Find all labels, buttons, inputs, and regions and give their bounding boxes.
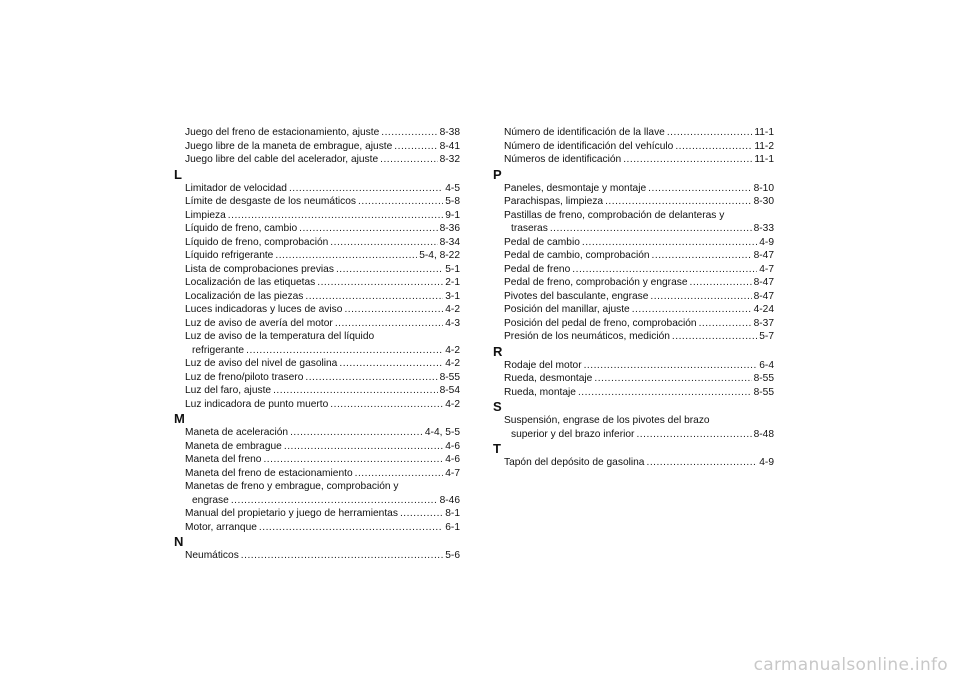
index-entry-page: 8-37 xyxy=(753,317,774,329)
index-entry-text: Limpieza xyxy=(185,209,226,221)
dot-leader xyxy=(358,195,443,209)
index-entry-page: 8-46 xyxy=(439,494,460,506)
dot-leader xyxy=(275,249,417,263)
index-entry-page: 5-6 xyxy=(445,550,460,561)
index-entry-text: Número de identificación del vehículo xyxy=(504,140,674,152)
index-entry-page: 4-7 xyxy=(759,263,774,275)
index-entry-page: 4-3 xyxy=(445,317,460,329)
watermark: carmanualsonline.info xyxy=(753,655,948,675)
index-letter-heading: L xyxy=(174,166,182,182)
index-entry-text: Pedal de cambio xyxy=(504,236,580,248)
index-entry xyxy=(174,303,460,317)
index-entry-page: 8-32 xyxy=(439,154,460,165)
dot-leader xyxy=(330,236,437,250)
index-entry xyxy=(174,480,460,507)
dot-leader xyxy=(582,236,757,250)
index-letter-heading: N xyxy=(174,534,184,549)
index-entry xyxy=(493,249,774,263)
index-entry-text: Juego libre del cable del acelerador, ajuste xyxy=(185,154,379,165)
index-entry-page: 4-9 xyxy=(759,457,774,468)
dot-leader xyxy=(572,263,757,277)
index-entry-page: 8-10 xyxy=(753,182,774,194)
index-entry-text: Pedal de cambio, comprobación xyxy=(504,250,650,261)
index-entry xyxy=(493,182,774,196)
index-entry-page: 8-54 xyxy=(439,385,460,396)
index-entry-text: Límite de desgaste de los neumáticos xyxy=(185,196,357,207)
index-entry xyxy=(174,153,460,167)
index-entry-text-continued: superior y del brazo inferior xyxy=(511,428,635,440)
index-entry-page: 8-1 xyxy=(445,508,460,519)
index-entry-page: 8-36 xyxy=(439,223,460,234)
index-entry-page: 8-48 xyxy=(753,428,774,440)
index-entry-page: 4-6 xyxy=(445,440,460,452)
dot-leader xyxy=(335,317,443,331)
index-entry-page: 4-9 xyxy=(759,236,774,248)
dot-leader xyxy=(675,140,752,154)
index-letter-heading: R xyxy=(493,343,503,359)
dot-leader xyxy=(284,440,443,454)
index-entry-text-continued: engrase xyxy=(192,494,229,506)
index-entry-text: Juego libre de la maneta de embrague, ajuste xyxy=(185,140,393,152)
index-entry-text: Maneta de embrague xyxy=(185,440,282,452)
index-letter-heading: S xyxy=(493,399,502,414)
index-entry xyxy=(174,371,460,385)
index-entry-text: Luz del faro, ajuste xyxy=(185,385,272,396)
index-entry-page: 4-6 xyxy=(445,454,460,465)
index-entry xyxy=(174,357,460,371)
dot-leader xyxy=(623,153,752,167)
dot-leader xyxy=(336,263,443,277)
index-entry-text: Pedal de freno xyxy=(504,263,571,275)
index-entry-page: 8-47 xyxy=(753,250,774,261)
index-entry xyxy=(493,359,774,373)
index-letter-heading: T xyxy=(493,441,501,456)
index-entry-text: Pivotes del basculante, engrase xyxy=(504,290,649,302)
index-entry xyxy=(174,222,460,236)
index-entry xyxy=(174,384,460,398)
index-entry xyxy=(174,236,460,250)
index-entry-page: 4-2 xyxy=(445,344,460,356)
index-entry xyxy=(174,317,460,331)
dot-leader xyxy=(667,126,753,140)
index-entry-text: Pastillas de freno, comprobación de delanteras y xyxy=(504,209,725,221)
index-entry xyxy=(493,303,774,317)
dot-leader xyxy=(263,453,443,467)
index-entry xyxy=(174,249,460,263)
index-entry-text: Limitador de velocidad xyxy=(185,182,287,194)
index-entry xyxy=(493,263,774,277)
index-entry xyxy=(493,456,774,470)
index-entry-text-continued: traseras xyxy=(511,223,548,234)
index-entry xyxy=(174,182,460,196)
index-entry-page: 8-55 xyxy=(753,373,774,384)
index-entry-page: 4-5 xyxy=(445,182,460,194)
index-entry-text: Posición del manillar, ajuste xyxy=(504,304,630,315)
index-entry xyxy=(174,330,460,357)
dot-leader xyxy=(259,521,443,535)
dot-leader xyxy=(241,549,443,563)
index-entry-page: 6-4 xyxy=(759,359,774,371)
dot-leader xyxy=(339,357,443,371)
dot-leader xyxy=(228,209,443,223)
index-entry-text: Maneta del freno xyxy=(185,454,262,465)
index-entry-text: Líquido de freno, cambio xyxy=(185,223,298,234)
index-entry xyxy=(174,290,460,304)
index-entry xyxy=(174,426,460,440)
index-entry-page: 8-47 xyxy=(753,290,774,302)
dot-leader xyxy=(317,276,443,290)
index-entry-text: Números de identificación xyxy=(504,154,622,165)
dot-leader xyxy=(648,182,751,196)
index-entry-text: Número de identificación de la llave xyxy=(504,127,665,138)
index-entry-page: 2-1 xyxy=(445,277,460,288)
dot-leader xyxy=(699,317,752,331)
dot-leader xyxy=(330,398,443,412)
dot-leader xyxy=(646,456,757,470)
index-entry-page: 8-47 xyxy=(753,277,774,288)
index-entry-text-continued: refrigerante xyxy=(192,344,245,356)
index-entry xyxy=(174,195,460,209)
index-entry-page: 8-41 xyxy=(439,140,460,152)
index-entry-text: Localización de las etiquetas xyxy=(185,277,316,288)
index-entry-text: Luz de freno/piloto trasero xyxy=(185,371,304,383)
index-entry xyxy=(174,398,460,412)
index-entry xyxy=(493,236,774,250)
index-entry-page: 4-7 xyxy=(445,467,460,479)
index-entry xyxy=(174,507,460,521)
index-entry xyxy=(174,453,460,467)
index-entry-text: Líquido de freno, comprobación xyxy=(185,236,329,248)
index-entry-text: Líquido refrigerante xyxy=(185,250,274,261)
index-entry-page: 8-33 xyxy=(753,223,774,234)
index-entry-text: Rueda, desmontaje xyxy=(504,373,593,384)
index-entry-text: Maneta de aceleración xyxy=(185,427,289,438)
index-entry xyxy=(174,467,460,481)
dot-leader xyxy=(584,359,758,373)
index-entry-text: Paneles, desmontaje y montaje xyxy=(504,182,647,194)
index-entry xyxy=(493,209,774,236)
dot-leader xyxy=(578,386,752,400)
index-entry-text: Rodaje del motor xyxy=(504,359,582,371)
index-entry-page: 8-34 xyxy=(439,236,460,248)
index-entry-text: Juego del freno de estacionamiento, ajuste xyxy=(185,127,380,138)
index-column-right xyxy=(493,126,774,470)
index-entry xyxy=(493,276,774,290)
index-entry-text: Posición del pedal de freno, comprobación xyxy=(504,317,697,329)
index-entry-text: Manetas de freno y embrague, comprobación y xyxy=(185,481,399,492)
index-entry xyxy=(174,140,460,154)
index-entry-text: Tapón del depósito de gasolina xyxy=(504,457,645,468)
dot-leader xyxy=(690,276,752,290)
index-entry-page: 4-24 xyxy=(753,304,774,315)
index-entry xyxy=(493,290,774,304)
index-entry-page: 6-1 xyxy=(445,521,460,533)
index-entry-text: Presión de los neumáticos, medición xyxy=(504,331,670,342)
index-entry xyxy=(174,440,460,454)
dot-leader xyxy=(380,153,437,167)
dot-leader xyxy=(672,330,757,344)
index-entry-text: Maneta del freno de estacionamiento xyxy=(185,467,353,479)
dot-leader xyxy=(273,384,438,398)
index-column-left xyxy=(174,126,460,563)
index-entry-text: Luz de aviso del nivel de gasolina xyxy=(185,358,338,369)
index-entry-page: 3-1 xyxy=(445,290,460,302)
dot-leader xyxy=(355,467,444,481)
index-entry xyxy=(174,549,460,563)
index-entry xyxy=(493,372,774,386)
index-entry-page: 4-2 xyxy=(445,358,460,369)
index-entry xyxy=(493,317,774,331)
dot-leader xyxy=(305,290,443,304)
index-entry-text: Rueda, montaje xyxy=(504,386,576,398)
index-entry xyxy=(493,153,774,167)
index-entry xyxy=(493,330,774,344)
index-letter-heading: P xyxy=(493,166,502,182)
dot-leader xyxy=(652,249,752,263)
dot-leader xyxy=(594,372,751,386)
index-entry-text: Pedal de freno, comprobación y engrase xyxy=(504,277,688,288)
index-entry xyxy=(493,140,774,154)
index-entry-text: Suspensión, engrase de los pivotes del brazo xyxy=(504,415,710,426)
dot-leader xyxy=(246,344,443,358)
dot-leader xyxy=(550,222,752,236)
index-letter-heading: M xyxy=(174,411,185,426)
index-entry-page: 5-8 xyxy=(445,196,460,207)
dot-leader xyxy=(381,126,437,140)
index-entry-page: 4-2 xyxy=(445,398,460,410)
index-entry-page: 8-38 xyxy=(439,127,460,138)
index-entry xyxy=(174,521,460,535)
index-entry-text: Luz de aviso de la temperatura del líquido xyxy=(185,331,375,342)
dot-leader xyxy=(605,195,752,209)
index-entry-page: 5-4, 8-22 xyxy=(419,250,460,261)
index-entry xyxy=(493,414,774,441)
dot-leader xyxy=(290,426,423,440)
index-entry xyxy=(174,276,460,290)
index-entry-page: 5-7 xyxy=(759,331,774,342)
index-entry-page: 4-4, 5-5 xyxy=(424,427,460,438)
index-entry-text: Luz indicadora de punto muerto xyxy=(185,398,329,410)
index-entry-page: 8-30 xyxy=(753,196,774,207)
index-entry-page: 11-1 xyxy=(754,154,774,165)
index-entry-page: 8-55 xyxy=(439,371,460,383)
dot-leader xyxy=(632,303,752,317)
dot-leader xyxy=(394,140,437,154)
index-entry-text: Lista de comprobaciones previas xyxy=(185,263,334,275)
index-entry-page: 11-2 xyxy=(754,140,774,152)
index-entry-text: Localización de las piezas xyxy=(185,290,304,302)
index-entry-page: 8-55 xyxy=(753,386,774,398)
index-entry xyxy=(493,126,774,140)
index-entry-text: Motor, arranque xyxy=(185,521,257,533)
index-entry xyxy=(174,263,460,277)
dot-leader xyxy=(344,303,443,317)
index-entry xyxy=(493,386,774,400)
dot-leader xyxy=(305,371,437,385)
index-entry-text: Manual del propietario y juego de herramientas xyxy=(185,508,398,519)
dot-leader xyxy=(289,182,443,196)
index-entry-page: 9-1 xyxy=(445,209,460,221)
index-entry-page: 11-1 xyxy=(754,127,774,138)
index-entry xyxy=(174,209,460,223)
index-entry-text: Neumáticos xyxy=(185,550,239,561)
index-entry xyxy=(493,195,774,209)
dot-leader xyxy=(299,222,437,236)
index-entry-text: Parachispas, limpieza xyxy=(504,196,604,207)
index-entry-text: Luces indicadoras y luces de aviso xyxy=(185,304,343,315)
index-entry-page: 4-2 xyxy=(445,304,460,315)
dot-leader xyxy=(636,428,751,442)
index-entry xyxy=(174,126,460,140)
dot-leader xyxy=(231,494,438,508)
dot-leader xyxy=(650,290,751,304)
dot-leader xyxy=(400,507,443,521)
index-entry-text: Luz de aviso de avería del motor xyxy=(185,317,333,329)
index-entry-page: 5-1 xyxy=(445,263,460,275)
